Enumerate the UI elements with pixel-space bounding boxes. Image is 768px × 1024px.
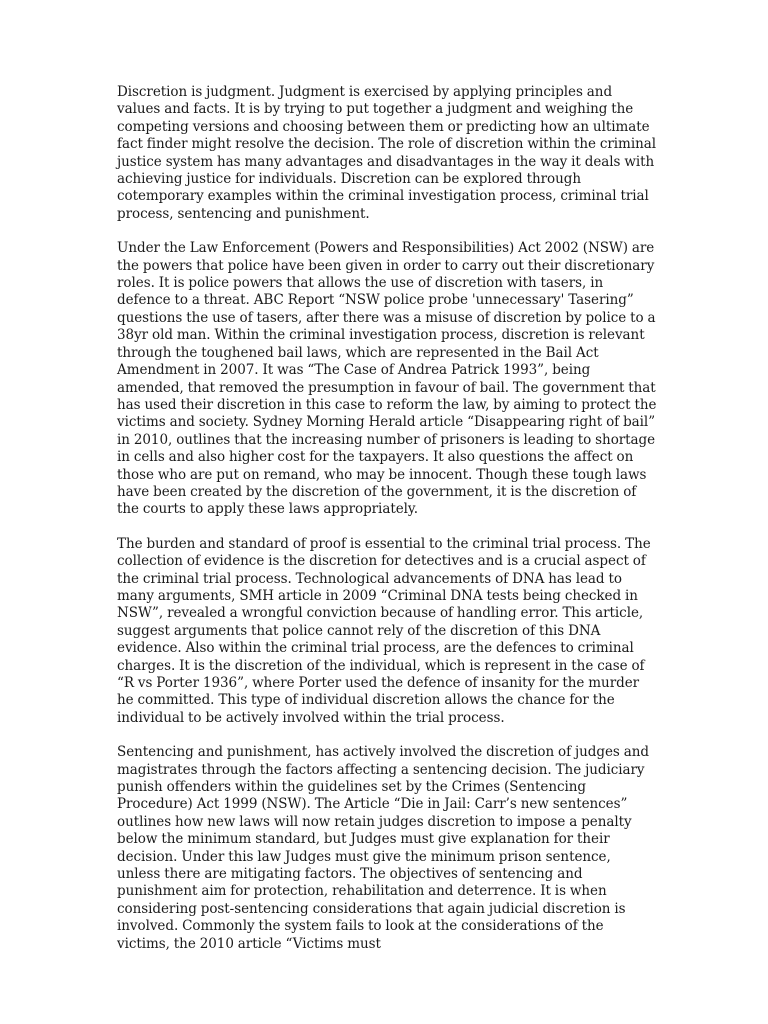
paragraph-trial: The burden and standard of proof is essential to the criminal trial process. The collection of evidence is the discretion for detectives and is a crucial aspect of the criminal trial process. Technological advancements of DNA has lead to many arguments, SMH article in 2009 “Criminal DNA tests being checked in NSW”, revealed a wrongful conviction because of handling error. This article, suggest arguments that police cannot rely of the discretion of this DNA evidence. Also within the criminal trial process, are the defences to criminal charges. It is the discretion of the individual, which is represent in the case of “R vs Porter 1936”, where Porter used the defence of insanity for the murder he committed. This type of individual discretion allows the chance for the individual to be actively involved within the trial process. — [117, 535, 651, 726]
paragraph-intro: Discretion is judgment. Judgment is exercised by applying principles and values and facts. It is by trying to put together a judgment and weighing the competing versions and choosing between them or predicting how an ultimate fact finder might resolve the decision. The role of discretion within the criminal justice system has many advantages and disadvantages in the way it deals with achieving justice for individuals. Discretion can be explored through cotemporary examples within the criminal investigation process, criminal trial process, sentencing and punishment. — [117, 84, 656, 222]
document-page — [117, 84, 657, 970]
paragraph-investigation: Under the Law Enforcement (Powers and Responsibilities) Act 2002 (NSW) are the powers that police have been given in order to carry out their discretionary roles. It is police powers that allows the use of discretion with tasers, in defence to a threat. ABC Report “NSW police probe 'unnecessary' Tasering” questions the use of tasers, after there was a misuse of discretion by police to a 38yr old man. Within the criminal investigation process, discretion is relevant through the toughened bail laws, which are represented in the Bail Act Amendment in 2007. It was “The Case of Andrea Patrick 1993”, being amended, that removed the presumption in favour of bail. The government that has used their discretion in this case to reform the law, by aiming to protect the victims and society. Sydney Morning Herald article “Disappearing right of bail” in 2010, outlines that the increasing number of prisoners is leading to shortage in cells and also higher cost for the taxpayers. It also questions the affect on those who are put on remand, who may be innocent. Though these tough laws have been created by the discretion of the government, it is the discretion of the courts to apply these laws appropriately. — [117, 240, 657, 518]
paragraph-sentencing: Sentencing and punishment, has actively involved the discretion of judges and magistrates through the factors affecting a sentencing decision. The judiciary punish offenders within the guidelines set by the Crimes (Sentencing Procedure) Act 1999 (NSW). The Article “Die in Jail: Carr’s new sentences” outlines how new laws will now retain judges discretion to impose a penalty below the minimum standard, but Judges must give explanation for their decision. Under this law Judges must give the minimum prison sentence, unless there are mitigating factors. The objectives of sentencing and punishment aim for protection, rehabilitation and deterrence. It is when considering post-sentencing considerations that again judicial discretion is involved. Commonly the system fails to look at the considerations of the victims, the 2010 article “Victims must — [117, 744, 649, 952]
